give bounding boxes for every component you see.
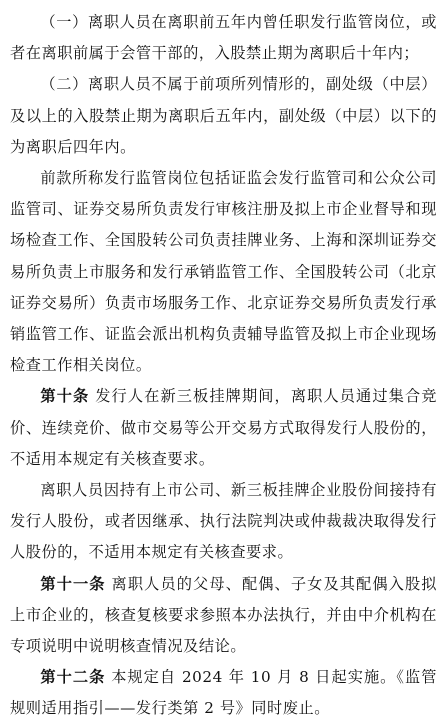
article-10-continuation	[10, 475, 437, 569]
article-label: 第十条	[40, 387, 90, 406]
clause-text: （二）离职人员不属于前项所列情形的，副处级（中层）及以上的入股禁止期为离职后五年内，副处级（中层）以下的为离职后四年内。	[10, 75, 437, 156]
definition-text: 前款所称发行监管岗位包括证监会发行监管司和公众公司监管司、证券交易所负责发行审核注册及拟上市企业督导和现场检查工作、全国股转公司负责挂牌业务、上海和深圳证券交易所负责上市服务和发行承销监管工作、全国股转公司（北京证券交易所）负责市场服务工作、北京证券交易所负责发行承销监管工作、证监会派出机构负责辅导监管及拟上市企业现场检查工作相关岗位。	[10, 169, 437, 375]
article-text: 发行人在新三板挂牌期间，离职人员通过集合竞价、连续竞价、做市交易等公开交易方式取得发行人股份的，不适用本规定有关核查要求。	[10, 387, 437, 468]
clause-paragraph-2	[10, 69, 437, 163]
article-label: 第十一条	[40, 574, 106, 593]
document-page	[10, 7, 437, 725]
article-label: 第十二条	[40, 668, 106, 687]
article-text: 本规定自 2024 年 10 月 8 日起实施。《监管规则适用指引——发行类第 2 号》同时废止。	[10, 668, 437, 718]
article-10-paragraph	[10, 381, 437, 475]
article-11-paragraph	[10, 569, 437, 663]
article-text: 离职人员的父母、配偶、子女及其配偶入股拟上市企业的，核查复核要求参照本办法执行，并由中介机构在专项说明中说明核查情况及结论。	[10, 574, 437, 656]
definition-paragraph	[10, 163, 437, 381]
article-text: 离职人员因持有上市公司、新三板挂牌企业股份间接持有发行人股份，或者因继承、执行法院判决或仲裁裁决取得发行人股份的，不适用本规定有关核查要求。	[10, 481, 437, 562]
article-12-paragraph	[10, 662, 437, 724]
clause-text: （一）离职人员在离职前五年内曾任职发行监管岗位，或者在离职前属于会管干部的，入股禁止期为离职后十年内；	[10, 13, 437, 63]
clause-paragraph-1	[10, 7, 437, 69]
